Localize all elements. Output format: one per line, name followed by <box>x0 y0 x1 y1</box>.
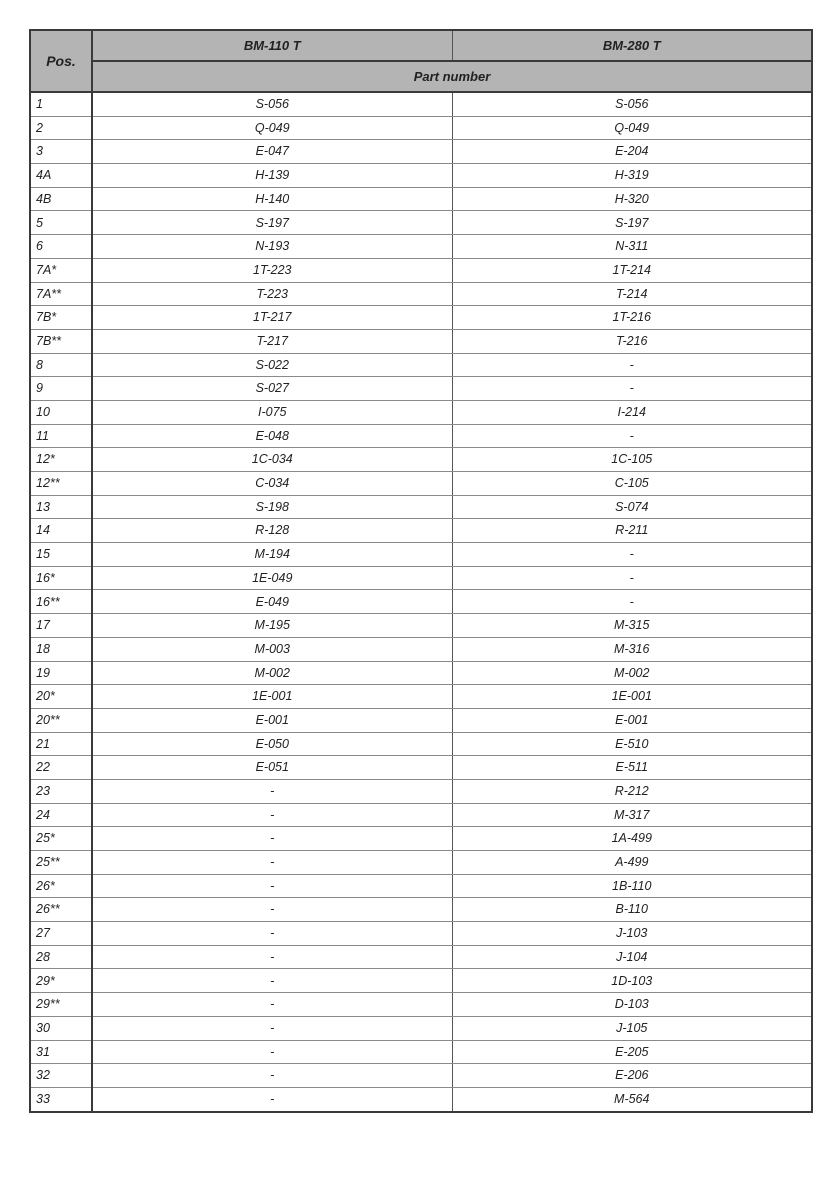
table-row <box>30 803 812 827</box>
pos-cell: 13 <box>30 495 92 519</box>
pos-cell: 21 <box>30 732 92 756</box>
table-row <box>30 235 812 259</box>
part-number-bm-110-t-cell: E-001 <box>92 708 452 732</box>
pos-cell: 25** <box>30 851 92 875</box>
table-row <box>30 472 812 496</box>
part-number-bm-110-t-cell: 1E-001 <box>92 685 452 709</box>
table-row <box>30 543 812 567</box>
part-number-bm-280-t-cell: M-564 <box>614 1091 650 1106</box>
part-number-bm-280-t-cell: J-103 <box>452 922 812 946</box>
part-number-bm-280-t-cell: E-001 <box>452 708 812 732</box>
pos-cell: 7B** <box>30 329 92 353</box>
part-number-bm-110-t-cell: N-193 <box>92 235 452 259</box>
part-number-bm-280-t-cell: T-216 <box>452 329 812 353</box>
part-number-bm-280-t-cell: - <box>452 353 812 377</box>
table-row <box>30 898 812 922</box>
table-row <box>30 685 812 709</box>
table-row <box>30 708 812 732</box>
model-header-row <box>30 30 812 61</box>
part-number-bm-110-t-cell: 1C-034 <box>92 448 452 472</box>
part-number-bm-110-t-cell: M-194 <box>92 543 452 567</box>
table-row <box>30 637 812 661</box>
table-row <box>30 827 812 851</box>
part-number-bm-110-t-cell: T-217 <box>92 329 452 353</box>
table-row <box>30 993 812 1017</box>
pos-cell: 18 <box>30 637 92 661</box>
part-number-bm-110-t-cell: E-050 <box>92 732 452 756</box>
part-number-bm-110-t-cell: - <box>92 874 452 898</box>
table-row <box>30 922 812 946</box>
table-row <box>30 661 812 685</box>
pos-cell: 26** <box>30 898 92 922</box>
part-number-bm-110-t-cell: S-022 <box>92 353 452 377</box>
part-number-bm-280-t-cell: R-212 <box>452 779 812 803</box>
pos-cell: 7B* <box>30 306 92 330</box>
part-number-bm-280-t-cell: - <box>452 566 812 590</box>
part-number-bm-280-t-cell: E-205 <box>452 1040 812 1064</box>
table-row <box>30 1040 812 1064</box>
pos-cell: 16* <box>30 566 92 590</box>
part-number-bm-280-t-cell: 1D-103 <box>452 969 812 993</box>
part-number-bm-280-t-cell: I-214 <box>452 400 812 424</box>
page <box>29 29 811 1113</box>
part-number-bm-110-t-cell: M-002 <box>92 661 452 685</box>
table-row <box>30 779 812 803</box>
part-number-bm-110-t-cell: M-195 <box>92 614 452 638</box>
model-header-bm-110-t: BM-110 T <box>92 30 452 61</box>
part-number-header-row <box>30 61 812 92</box>
pos-cell: 4B <box>30 187 92 211</box>
part-number-bm-110-t-cell: - <box>92 969 452 993</box>
part-number-bm-280-t-cell: J-105 <box>452 1016 812 1040</box>
part-number-bm-110-t-cell: H-139 <box>92 164 452 188</box>
part-number-bm-110-t-cell: - <box>92 803 452 827</box>
part-number-bm-280-t-cell: H-320 <box>452 187 812 211</box>
part-number-bm-110-t-cell: E-047 <box>92 140 452 164</box>
table-row <box>30 164 812 188</box>
pos-cell: 30 <box>30 1016 92 1040</box>
pos-cell: 11 <box>30 424 92 448</box>
part-number-bm-110-t-cell: - <box>92 898 452 922</box>
table-row <box>30 448 812 472</box>
pos-cell: 20* <box>30 685 92 709</box>
part-number-bm-280-t-cell: S-074 <box>452 495 812 519</box>
table-row <box>30 519 812 543</box>
table-row <box>30 945 812 969</box>
table-row <box>30 756 812 780</box>
part-number-bm-110-t-cell: S-056 <box>92 92 452 116</box>
pos-cell: 5 <box>30 211 92 235</box>
part-number-bm-280-t-cell: N-311 <box>452 235 812 259</box>
part-number-bm-110-t-cell: M-003 <box>92 637 452 661</box>
part-number-bm-110-t-cell: E-049 <box>92 590 452 614</box>
part-number-bm-110-t-cell: H-140 <box>92 187 452 211</box>
pos-cell: 6 <box>30 235 92 259</box>
part-number-bm-280-t-cell: - <box>452 543 812 567</box>
part-number-bm-110-t-cell: 1T-223 <box>92 258 452 282</box>
part-number-bm-280-t-cell: S-197 <box>452 211 812 235</box>
part-number-bm-280-t-cell: 1C-105 <box>452 448 812 472</box>
pos-cell: 19 <box>30 661 92 685</box>
table-row <box>30 306 812 330</box>
part-number-bm-280-t-cell: 1T-216 <box>452 306 812 330</box>
pos-cell: 29* <box>30 969 92 993</box>
part-number-bm-110-t-cell: - <box>92 1040 452 1064</box>
part-number-bm-280-t-cell: R-211 <box>452 519 812 543</box>
pos-column-header: Pos. <box>30 30 92 92</box>
part-number-bm-110-t-cell: - <box>92 827 452 851</box>
pos-cell: 14 <box>30 519 92 543</box>
table-row <box>30 1016 812 1040</box>
pos-cell: 29** <box>30 993 92 1017</box>
part-number-bm-280-t-cell: M-317 <box>452 803 812 827</box>
pos-cell: 32 <box>30 1064 92 1088</box>
pos-cell: 7A* <box>30 258 92 282</box>
part-number-bm-110-t-cell: - <box>92 1064 452 1088</box>
table-body <box>30 92 812 1112</box>
table-row <box>30 92 812 116</box>
part-number-bm-280-t-cell: E-204 <box>452 140 812 164</box>
part-number-bm-110-t-cell: - <box>92 1087 452 1111</box>
table-row <box>30 1064 812 1088</box>
part-number-bm-110-t-cell: C-034 <box>92 472 452 496</box>
part-number-bm-280-t-cell: - <box>452 424 812 448</box>
table-row <box>30 424 812 448</box>
part-number-bm-280-t-cell: M-316 <box>452 637 812 661</box>
table-row <box>30 282 812 306</box>
pos-cell: 12** <box>30 472 92 496</box>
pos-cell: 15 <box>30 543 92 567</box>
part-number-bm-280-t-cell: B-110 <box>452 898 812 922</box>
pos-cell: 17 <box>30 614 92 638</box>
part-number-bm-280-t-cell: T-214 <box>452 282 812 306</box>
part-number-bm-110-t-cell: - <box>92 779 452 803</box>
part-number-bm-110-t-cell: E-048 <box>92 424 452 448</box>
part-number-bm-110-t-cell: 1E-049 <box>92 566 452 590</box>
part-number-bm-110-t-cell: T-223 <box>92 282 452 306</box>
pos-cell: 4A <box>30 164 92 188</box>
part-number-bm-280-t-cell: Q-049 <box>452 116 812 140</box>
table-row <box>30 329 812 353</box>
part-number-bm-110-t-cell: I-075 <box>92 400 452 424</box>
pos-cell: 12* <box>30 448 92 472</box>
pos-cell: 1 <box>30 92 92 116</box>
table-row <box>30 258 812 282</box>
pos-cell: 8 <box>30 353 92 377</box>
table-row <box>30 874 812 898</box>
part-number-bm-110-t-cell: S-198 <box>92 495 452 519</box>
table-row <box>30 377 812 401</box>
part-number-bm-280-t-cell: 1E-001 <box>452 685 812 709</box>
part-number-bm-280-t-cell: M-315 <box>452 614 812 638</box>
part-number-bm-110-t-cell: - <box>92 922 452 946</box>
part-number-bm-110-t-cell: - <box>92 851 452 875</box>
pos-cell: 9 <box>30 377 92 401</box>
pos-cell: 31 <box>30 1040 92 1064</box>
part-number-bm-110-t-cell: Q-049 <box>92 116 452 140</box>
part-number-bm-110-t-cell: - <box>92 993 452 1017</box>
table-row <box>30 969 812 993</box>
part-number-bm-280-t-cell: C-105 <box>452 472 812 496</box>
table-row <box>30 116 812 140</box>
table-row <box>30 353 812 377</box>
part-number-bm-110-t-cell: - <box>92 1016 452 1040</box>
pos-cell: 23 <box>30 779 92 803</box>
table-header <box>30 30 812 92</box>
part-number-bm-280-t-cell: 1A-499 <box>452 827 812 851</box>
part-number-bm-110-t-cell: S-027 <box>92 377 452 401</box>
part-number-bm-280-t-cell: S-056 <box>452 92 812 116</box>
table-row <box>30 495 812 519</box>
part-number-bm-280-t-cell: H-319 <box>452 164 812 188</box>
table-row <box>30 590 812 614</box>
part-number-bm-280-t-cell: - <box>452 377 812 401</box>
part-number-bm-110-t-cell: R-128 <box>92 519 452 543</box>
part-number-bm-280-t-cell: E-510 <box>452 732 812 756</box>
part-number-bm-280-t-cell: 1B-110 <box>452 874 812 898</box>
table-row <box>30 400 812 424</box>
table-row <box>30 732 812 756</box>
part-number-bm-280-t-cell: M-002 <box>452 661 812 685</box>
pos-cell: 33 <box>30 1087 92 1111</box>
part-number-bm-280-t-cell: E-206 <box>452 1064 812 1088</box>
model-header-bm-280-t: BM-280 T <box>452 30 812 61</box>
table-row <box>30 211 812 235</box>
part-number-bm-110-t-cell: E-051 <box>92 756 452 780</box>
table-row <box>30 851 812 875</box>
table-row <box>30 614 812 638</box>
part-number-bm-110-t-cell: S-197 <box>92 211 452 235</box>
pos-cell: 2 <box>30 116 92 140</box>
table-row <box>30 1087 812 1111</box>
part-number-bm-280-t-cell: - <box>452 590 812 614</box>
part-number-bm-280-t-cell: 1T-214 <box>452 258 812 282</box>
part-number-bm-280-t-cell: D-103 <box>452 993 812 1017</box>
pos-cell: 20** <box>30 708 92 732</box>
part-number-bm-280-t-cell: A-499 <box>452 851 812 875</box>
pos-cell: 10 <box>30 400 92 424</box>
part-number-bm-110-t-cell: - <box>92 945 452 969</box>
table-row <box>30 187 812 211</box>
table-row <box>30 140 812 164</box>
pos-cell: 3 <box>30 140 92 164</box>
part-number-bm-280-t-cell: J-104 <box>452 945 812 969</box>
pos-cell: 16** <box>30 590 92 614</box>
pos-cell: 7A** <box>30 282 92 306</box>
pos-cell: 26* <box>30 874 92 898</box>
part-number-bm-280-t-cell: E-511 <box>452 756 812 780</box>
table-row <box>30 566 812 590</box>
pos-cell: 28 <box>30 945 92 969</box>
pos-cell: 22 <box>30 756 92 780</box>
part-number-header: Part number <box>92 61 812 92</box>
parts-table <box>29 29 813 1113</box>
pos-cell: 25* <box>30 827 92 851</box>
pos-cell: 24 <box>30 803 92 827</box>
pos-cell: 27 <box>30 922 92 946</box>
part-number-bm-110-t-cell: 1T-217 <box>92 306 452 330</box>
